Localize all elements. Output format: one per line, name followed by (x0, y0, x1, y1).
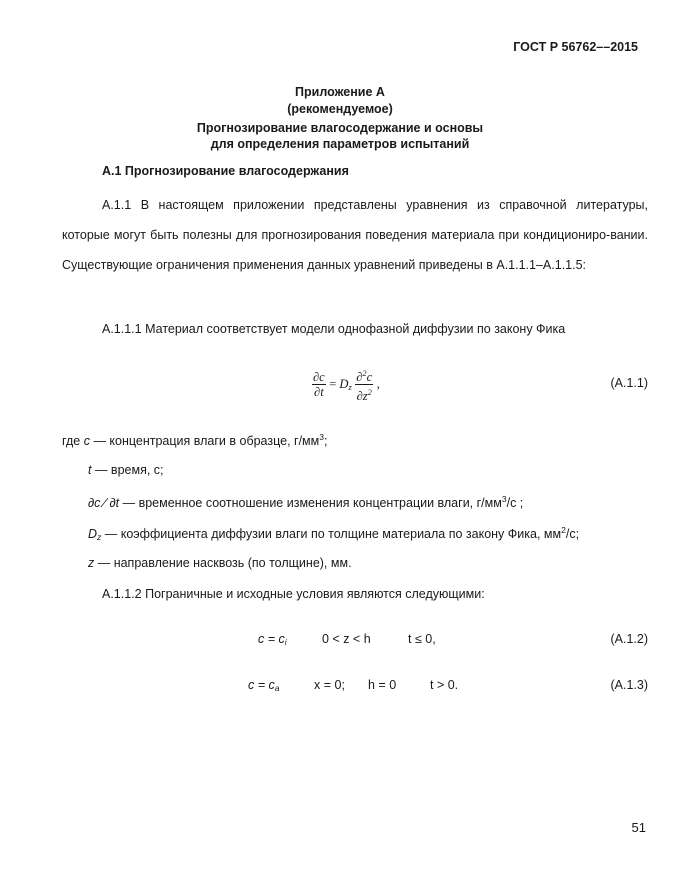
appendix-status: (рекомендуемое) (287, 102, 393, 116)
paragraph-a1111: А.1.1.1 Материал соответствует модели однофазной диффузии по закону Фика (102, 322, 566, 336)
equation-a13: $c = c_a$ (248, 678, 280, 693)
equation-number-a11: (А.1.1) (610, 376, 648, 390)
equation-number-a12: (А.1.2) (610, 632, 648, 646)
definition-z: z — направление насквозь (по толщине), мм. (88, 556, 352, 570)
fraction-dc-dt: $\frac{\partial c}{\partial t}$ (313, 370, 325, 399)
appendix-title: Приложение А (295, 85, 385, 99)
fraction-d2c-dz2: $\frac{\partial^2c}{\partial z^2}$ (356, 368, 373, 403)
equation-a11: $\frac{\partial c}{\partial t}$ = $D_z$ $\frac{\partial^2c}{\partial z^2}$ , (313, 368, 380, 403)
definition-t: t — время, с; (88, 463, 164, 477)
equation-number-a13: (А.1.3) (610, 678, 648, 692)
equation-a12-range: 0 < z < h (322, 632, 371, 646)
page-number: 51 (631, 820, 646, 835)
appendix-subtitle-line2: для определения параметров испытаний (210, 137, 470, 151)
equation-a13-x: x = 0; (314, 678, 345, 692)
symbol-dz: D (88, 527, 98, 541)
definition-dcdt: ∂c ⁄ ∂t — временное соотношение изменения концентрации влаги, $г/мм^3/с$ ; (88, 494, 524, 510)
symbol-c: c (83, 434, 90, 448)
equation-a12: $c = c_i$ (258, 632, 287, 647)
equation-a13-time: t > 0. (430, 678, 459, 692)
section-heading: А.1 Прогнозирование влагосодержания (102, 164, 349, 178)
diffusion-coefficient: $D_z$ (339, 376, 352, 392)
document-header: ГОСТ Р 56762––2015 (513, 40, 638, 54)
symbol-t: t (88, 463, 92, 477)
paragraph-a1112: А.1.1.2 Пограничные и исходные условия являются следующими: (102, 587, 485, 601)
symbol-z: z (88, 556, 95, 570)
equation-a13-h: h = 0 (368, 678, 397, 692)
definition-c: где c — концентрация влаги в образце, $г/мм^3$; (62, 432, 328, 448)
equals-sign: = (329, 376, 340, 391)
paragraph-a111: А.1.1 В настоящем приложении представлены уравнения из справочной литературы, которые могут быть полезны для прогнозирования поведения материала при кондициониро-вании. Существующие ограничения применения данных уравнений приведены в А.1.1.1–А.1.1.5: (62, 198, 648, 272)
equation-a12-time: t ≤ 0, (408, 632, 436, 646)
symbol-dcdt: ∂c ⁄ ∂t (88, 496, 120, 510)
definition-dz: $D_z$ — коэффициента диффузии влаги по толщине материала по закону Фика, $мм^2/с$; (88, 525, 580, 542)
appendix-subtitle-line1: Прогнозирование влагосодержание и основы (196, 121, 484, 135)
